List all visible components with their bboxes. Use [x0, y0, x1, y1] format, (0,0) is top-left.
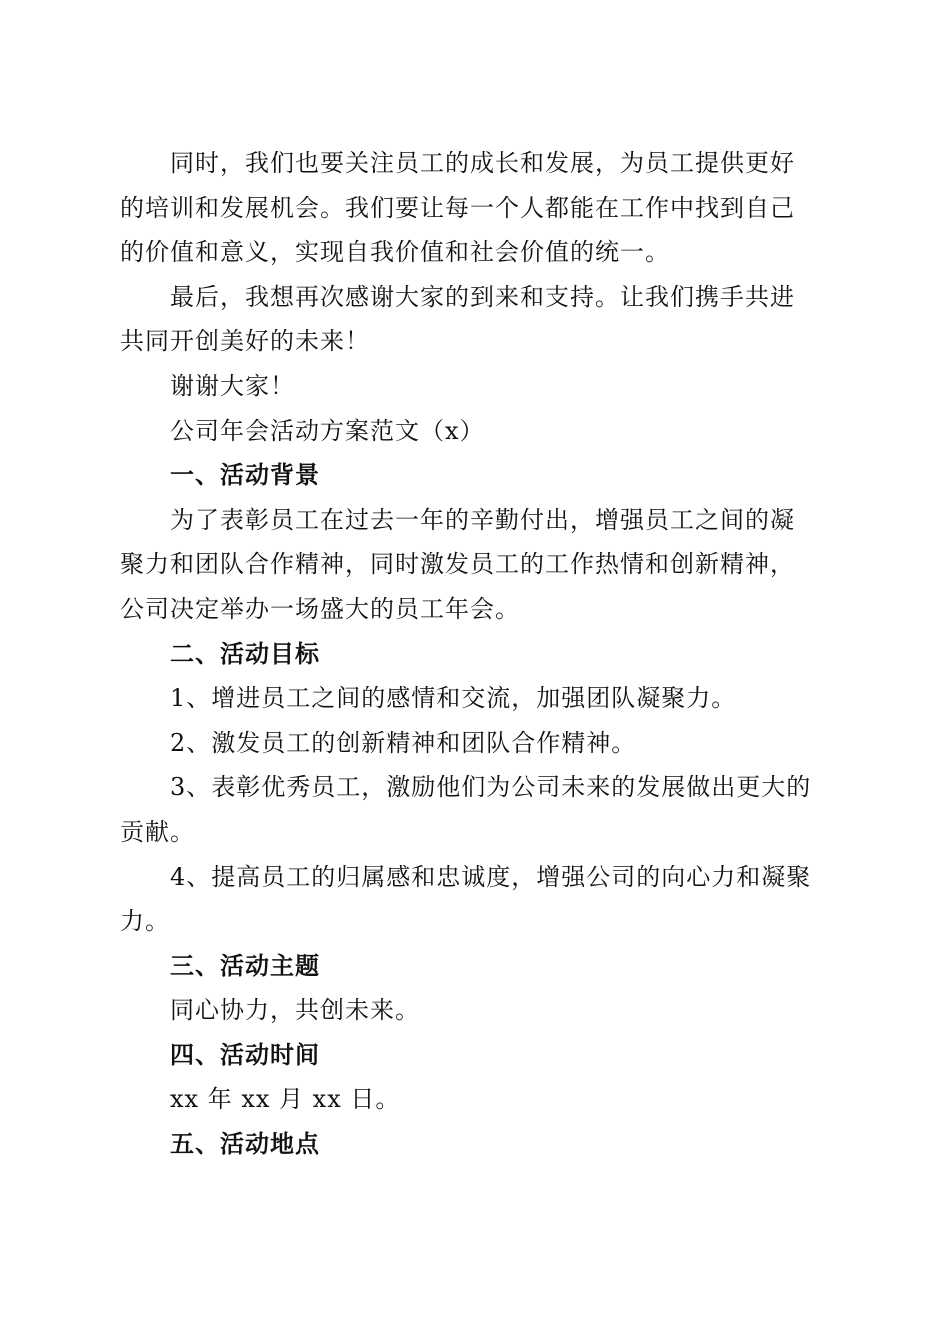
list-item: 2、激发员工的创新精神和团队合作精神。 [170, 728, 637, 757]
list-item: 1、增进员工之间的感情和交流，加强团队凝聚力。 [170, 684, 737, 713]
list-item-continuation: 贡献。 [120, 817, 195, 846]
paragraph-line: 谢谢大家！ [170, 371, 295, 400]
paragraph-line: 共同开创美好的未来！ [120, 327, 370, 356]
document-title: 公司年会活动方案范文（x） [170, 416, 485, 445]
paragraph-line: 聚力和团队合作精神，同时激发员工的工作热情和创新精神， [120, 550, 795, 579]
list-item: 3、表彰优秀员工，激励他们为公司未来的发展做出更大的 [170, 773, 812, 802]
section-heading: 三、活动主题 [170, 950, 320, 980]
list-item-continuation: 力。 [120, 907, 170, 936]
paragraph-line: 同心协力，共创未来。 [170, 996, 420, 1025]
section-heading: 五、活动地点 [170, 1129, 320, 1159]
paragraph-line: 为了表彰员工在过去一年的辛勤付出，增强员工之间的凝 [170, 505, 795, 534]
paragraph-line: 公司决定举办一场盛大的员工年会。 [120, 594, 520, 623]
document-page [120, 141, 830, 1167]
list-item: 4、提高员工的归属感和忠诚度，增强公司的向心力和凝聚 [170, 862, 812, 891]
paragraph-line: 的培训和发展机会。我们要让每一个人都能在工作中找到自己 [120, 193, 795, 222]
paragraph-line: 的价值和意义，实现自我价值和社会价值的统一。 [120, 238, 670, 267]
section-heading: 四、活动时间 [170, 1039, 320, 1069]
section-heading: 一、活动背景 [170, 460, 320, 490]
section-heading: 二、活动目标 [170, 638, 320, 668]
paragraph-line: 最后，我想再次感谢大家的到来和支持。让我们携手共进 [170, 282, 795, 311]
paragraph-line: 同时，我们也要关注员工的成长和发展，为员工提供更好 [170, 149, 795, 177]
paragraph-line: xx 年 xx 月 xx 日。 [170, 1085, 401, 1114]
